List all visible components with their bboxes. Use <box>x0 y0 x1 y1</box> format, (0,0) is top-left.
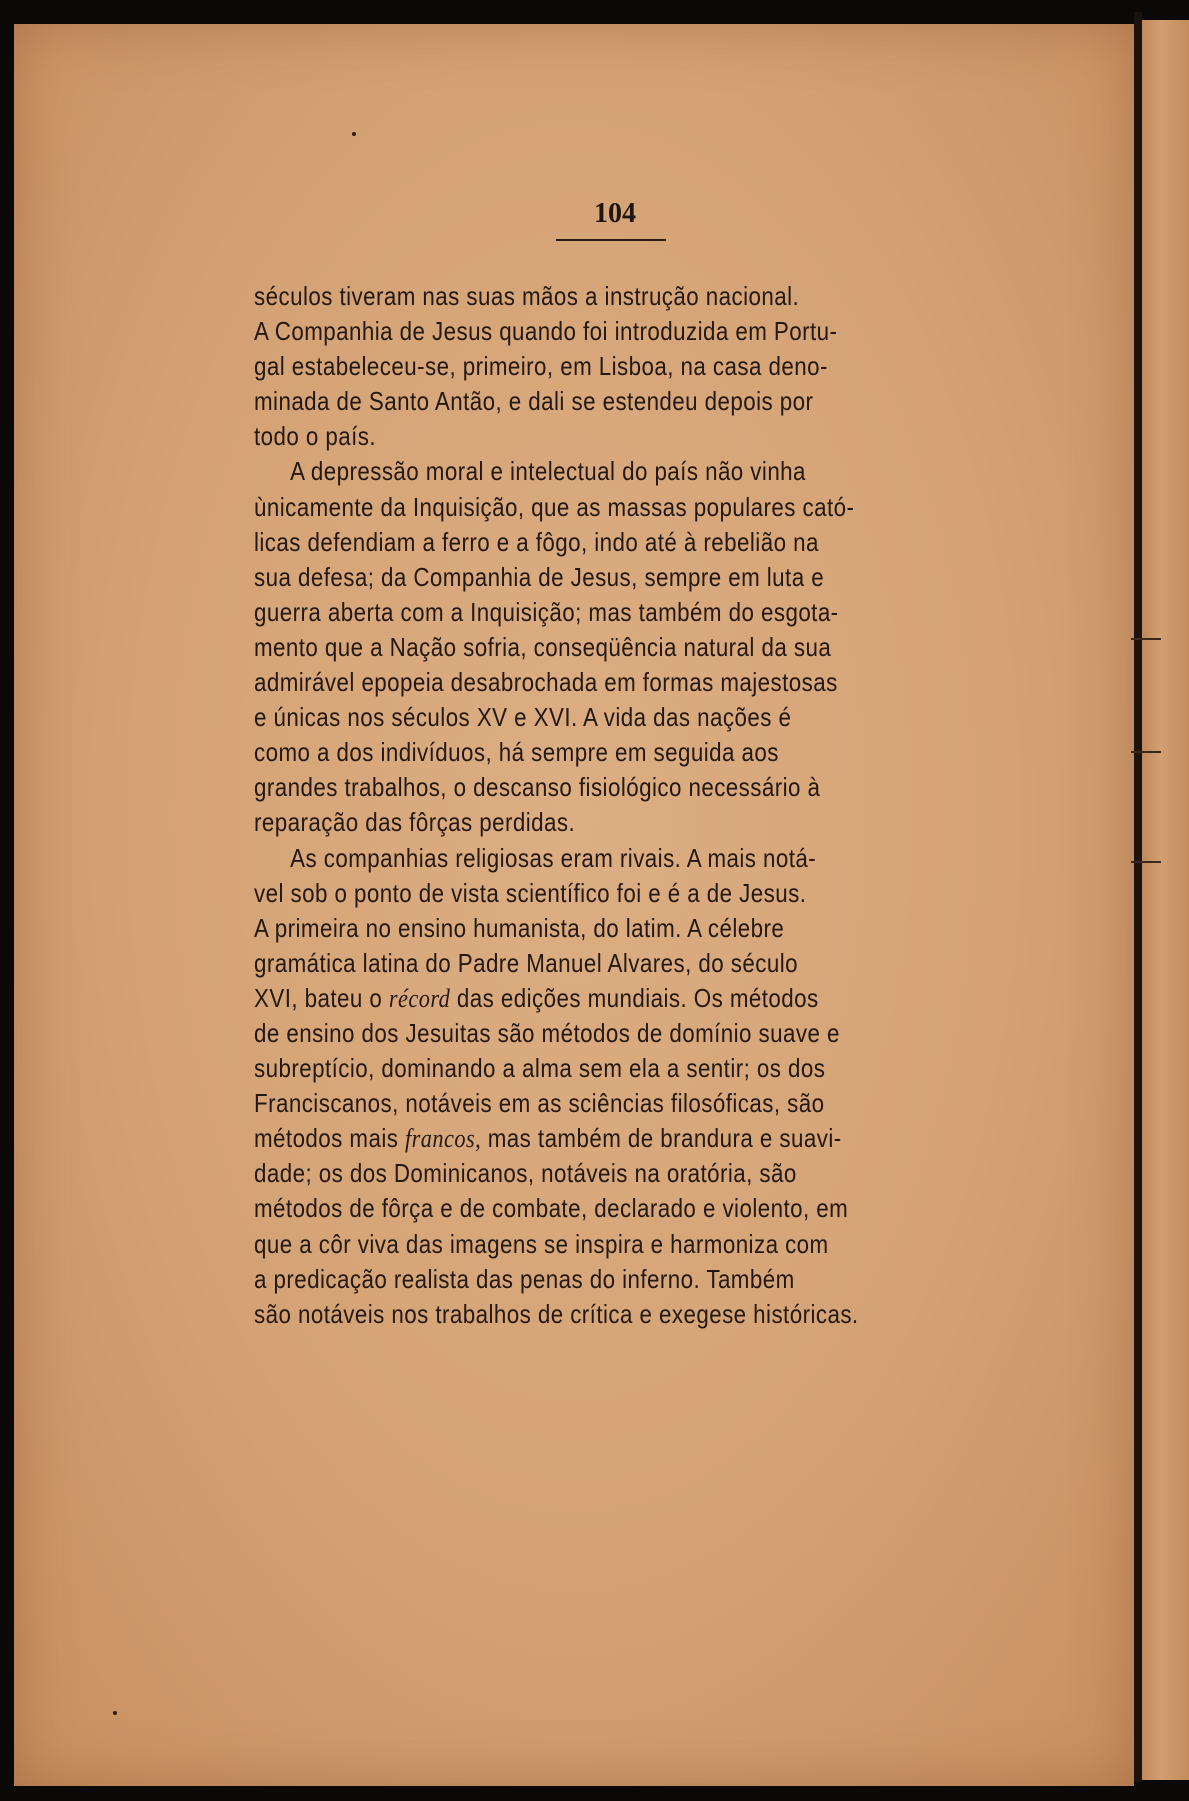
margin-tick <box>1131 751 1161 753</box>
text-line: gramática latina do Padre Manuel Alvares, do século <box>254 947 798 978</box>
binding-edge <box>1134 12 1142 1782</box>
text-line: métodos de fôrça e de combate, declarado e violento, em <box>254 1193 849 1224</box>
text-line: A primeira no ensino humanista, do latim. A célebre <box>254 912 785 943</box>
margin-tick <box>1131 861 1161 863</box>
text-line: As companhias religiosas eram rivais. A mais notá- <box>290 842 817 873</box>
text-line: minada de Santo Antão, e dali se estendeu depois por <box>254 386 814 417</box>
text-line: A depressão moral e intelectual do país não vinha <box>290 456 806 487</box>
adjacent-page-edge <box>1142 20 1189 1780</box>
margin-tick <box>1131 638 1161 640</box>
text-line: todo o país. <box>254 421 377 452</box>
text-line: de ensino dos Jesuitas são métodos de domínio suave e <box>254 1017 840 1048</box>
text-line: subreptício, dominando a alma sem ela a sentir; os dos <box>254 1053 826 1084</box>
body-text <box>254 279 972 1332</box>
text-line: licas defendiam a ferro e a fôgo, indo até à rebelião na <box>254 526 819 557</box>
text-line: A Companhia de Jesus quando foi introduzida em Portu- <box>254 316 838 347</box>
page-number-rule <box>556 239 666 241</box>
text-line: guerra aberta com a Inquisição; mas também do esgota- <box>254 596 839 627</box>
text-run: métodos mais <box>254 1123 405 1154</box>
text-line: mento que a Nação sofria, conseqüência natural da sua <box>254 631 832 662</box>
print-speck <box>113 1711 117 1715</box>
text-line: Franciscanos, notáveis em as sciências filosóficas, são <box>254 1088 825 1119</box>
text-line: grandes trabalhos, o descanso fisiológico necessário à <box>254 772 821 803</box>
text-line: admirável epopeia desabrochada em formas majestosas <box>254 667 838 698</box>
text-line: reparação das fôrças perdidas. <box>254 807 576 838</box>
text-line <box>254 1121 871 1156</box>
text-run: XVI, bateu o <box>254 982 389 1013</box>
text-line: gal estabeleceu-se, primeiro, em Lisboa, na casa deno- <box>254 351 828 382</box>
italic-term: francos, <box>404 1124 482 1154</box>
page-number: 104 <box>594 198 636 229</box>
text-line: vel sob o ponto de vista scientífico foi e é a de Jesus. <box>254 877 807 908</box>
text-line <box>254 981 871 1016</box>
text-run: das edições mundiais. Os métodos <box>450 982 819 1013</box>
text-run: mas também de brandura e suavi- <box>481 1123 842 1154</box>
print-speck <box>352 132 356 136</box>
text-line: dade; os dos Dominicanos, notáveis na oratória, são <box>254 1158 797 1189</box>
text-line: e únicas nos séculos XV e XVI. A vida das nações é <box>254 702 792 733</box>
text-line: ùnicamente da Inquisição, que as massas populares cató- <box>254 491 855 522</box>
text-line: como a dos indivíduos, há sempre em seguida aos <box>254 737 779 768</box>
text-line: a predicação realista das penas do inferno. Também <box>254 1263 795 1294</box>
text-line: sua defesa; da Companhia de Jesus, sempre em luta e <box>254 561 825 592</box>
text-line: séculos tiveram nas suas mãos a instrução nacional. <box>254 281 800 311</box>
italic-term: récord <box>388 983 451 1013</box>
text-line: são notáveis nos trabalhos de crítica e exegese históricas. <box>254 1298 859 1329</box>
text-line: que a côr viva das imagens se inspira e harmoniza com <box>254 1228 829 1259</box>
